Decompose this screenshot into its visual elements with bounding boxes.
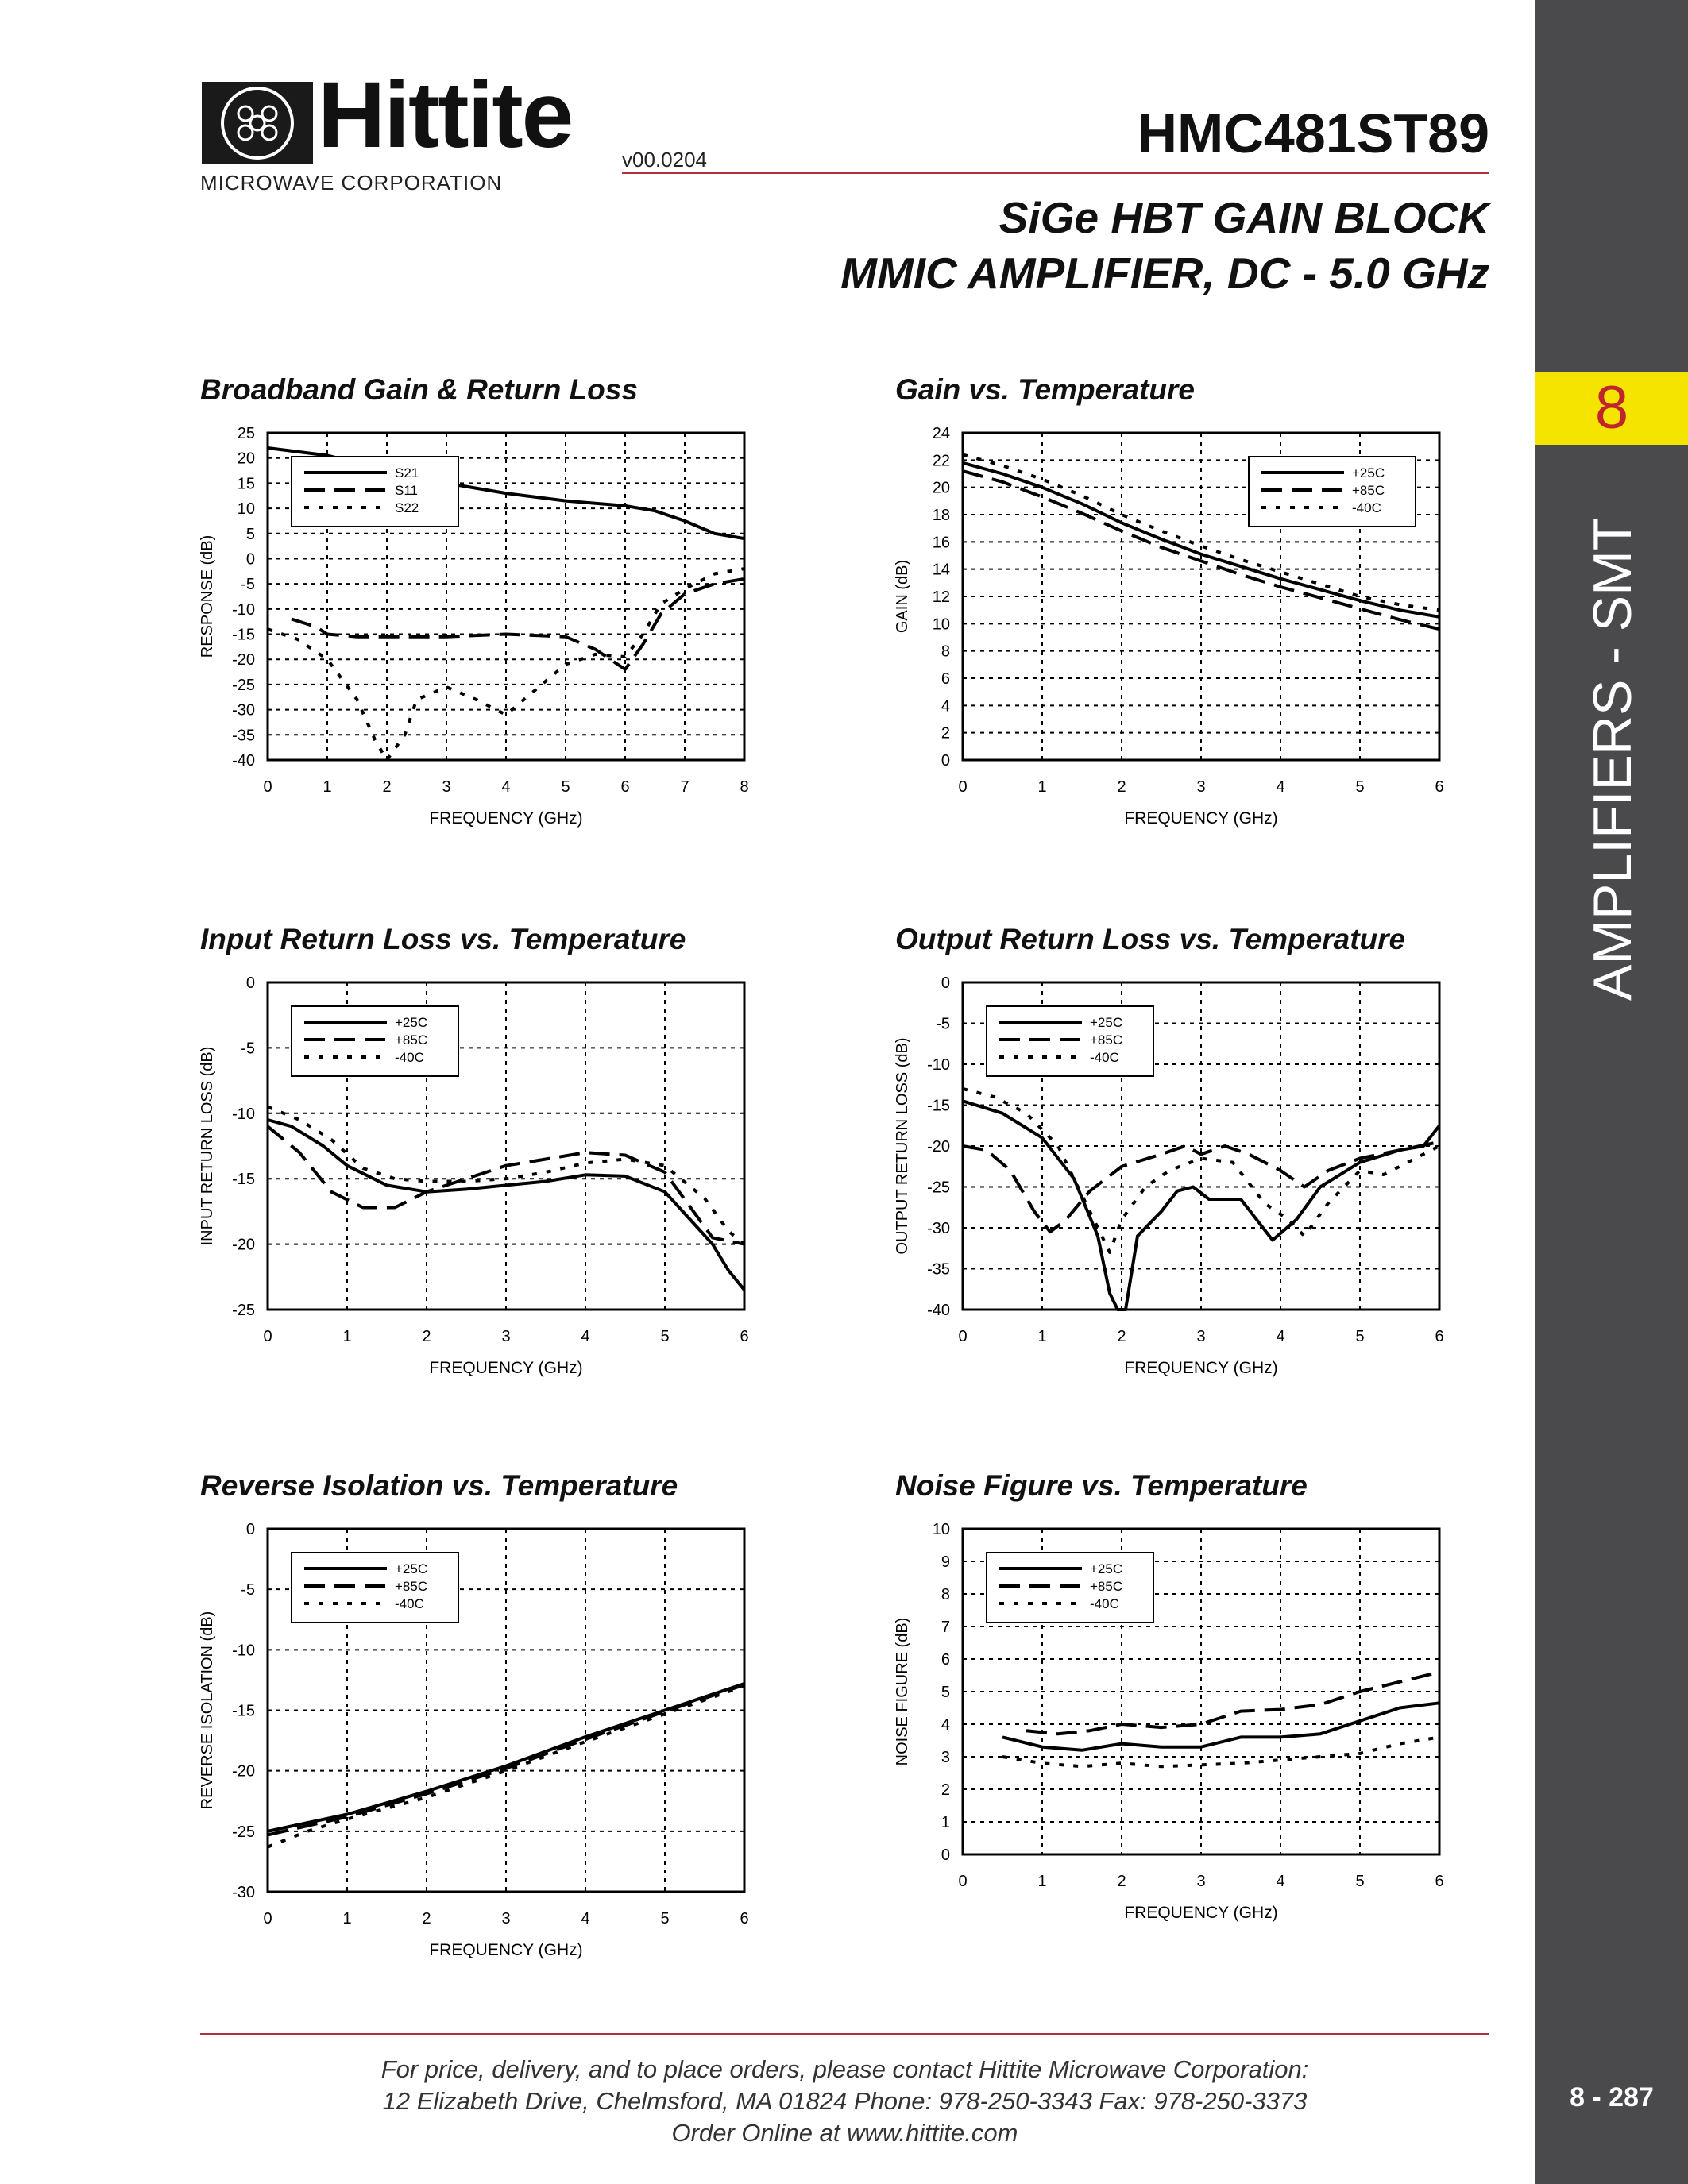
y-tick-label: -40 [232, 752, 255, 770]
y-tick-label: -25 [232, 676, 255, 694]
y-tick-label: 14 [932, 561, 950, 579]
y-tick-label: 10 [237, 500, 255, 519]
y-tick-label: -30 [232, 701, 255, 720]
y-tick-label: 25 [237, 425, 255, 442]
legend-label: -40C [1090, 1050, 1119, 1065]
company-subtitle: MICROWAVE CORPORATION [200, 171, 503, 195]
y-tick-label: 5 [941, 1684, 950, 1701]
y-tick-label: 2 [941, 1781, 950, 1799]
y-tick-label: -10 [232, 600, 255, 619]
x-axis-label: FREQUENCY (GHz) [429, 809, 583, 828]
y-tick-label: -5 [241, 1040, 255, 1058]
y-tick-label: -25 [232, 1823, 255, 1841]
x-tick-label: 7 [680, 778, 689, 796]
y-tick-label: 0 [245, 1521, 255, 1538]
y-tick-label: -10 [927, 1056, 950, 1074]
y-tick-label: 20 [932, 479, 950, 497]
x-tick-label: 3 [1196, 778, 1206, 796]
legend-label: +25C [1090, 1561, 1123, 1576]
y-tick-label: -15 [927, 1097, 950, 1115]
x-tick-label: 5 [660, 1328, 670, 1345]
x-tick-label: 4 [1276, 778, 1285, 796]
x-tick-label: 1 [1037, 1328, 1047, 1345]
x-tick-label: 0 [263, 1910, 272, 1927]
legend-label: +25C [1090, 1015, 1123, 1030]
chart-title-output-rl: Output Return Loss vs. Temperature [895, 923, 1406, 955]
y-tick-label: 10 [932, 615, 950, 634]
section-name: AMPLIFIERS - SMT [1582, 517, 1643, 1001]
x-tick-label: 1 [342, 1910, 352, 1927]
y-tick-label: -20 [232, 1762, 255, 1781]
x-axis-label: FREQUENCY (GHz) [429, 1941, 583, 1959]
y-tick-label: 0 [941, 974, 950, 992]
y-tick-label: 7 [941, 1619, 950, 1636]
x-axis-label: FREQUENCY (GHz) [1124, 1359, 1278, 1377]
page-number: 8 - 287 [1570, 2082, 1654, 2113]
x-tick-label: 6 [1435, 1873, 1444, 1890]
y-tick-label: -10 [232, 1642, 255, 1660]
y-tick-label: -5 [241, 576, 255, 594]
x-tick-label: 8 [740, 778, 749, 796]
x-tick-label: 1 [342, 1328, 352, 1345]
y-tick-label: -30 [232, 1884, 255, 1901]
x-tick-label: 0 [263, 1328, 272, 1345]
y-axis-label: NOISE FIGURE (dB) [894, 1617, 911, 1766]
legend-label: -40C [395, 1596, 424, 1611]
y-tick-label: 8 [941, 642, 950, 661]
x-tick-label: 1 [323, 778, 332, 796]
x-tick-label: 4 [501, 778, 511, 796]
y-tick-label: -20 [232, 651, 255, 669]
y-tick-label: 0 [941, 1846, 950, 1864]
y-tick-label: -15 [232, 1702, 255, 1720]
legend-label: +25C [395, 1015, 428, 1030]
y-tick-label: -5 [241, 1581, 255, 1599]
x-tick-label: 2 [1117, 1328, 1126, 1345]
x-tick-label: 3 [1196, 1328, 1206, 1345]
y-tick-label: 2 [941, 724, 950, 743]
x-tick-label: 3 [501, 1910, 511, 1927]
sidebar [1535, 0, 1688, 2184]
part-number: HMC481ST89 [1137, 102, 1489, 164]
y-tick-label: -5 [936, 1015, 950, 1033]
x-tick-label: 4 [1276, 1873, 1285, 1890]
x-tick-label: 3 [501, 1328, 511, 1345]
company-name: Hittite [318, 63, 573, 168]
subtitle-line-2: MMIC AMPLIFIER, DC - 5.0 GHz [840, 249, 1489, 298]
y-tick-label: -25 [232, 1302, 255, 1319]
x-tick-label: 0 [958, 1873, 968, 1890]
x-tick-label: 6 [1435, 778, 1444, 796]
y-tick-label: 15 [237, 475, 255, 493]
y-tick-label: 6 [941, 670, 950, 688]
y-tick-label: 9 [941, 1553, 950, 1571]
y-tick-label: 4 [941, 697, 950, 716]
x-tick-label: 4 [1276, 1328, 1285, 1345]
x-tick-label: 5 [1355, 1328, 1365, 1345]
legend-label: +85C [1090, 1032, 1123, 1048]
y-tick-label: 12 [932, 588, 950, 606]
x-tick-label: 1 [1037, 1873, 1047, 1890]
y-axis-label: REVERSE ISOLATION (dB) [199, 1611, 216, 1810]
y-axis-label: OUTPUT RETURN LOSS (dB) [894, 1037, 911, 1255]
y-tick-label: 5 [245, 525, 255, 543]
y-axis-label: GAIN (dB) [894, 559, 911, 634]
y-tick-label: 18 [932, 507, 950, 524]
y-tick-label: -10 [232, 1105, 255, 1123]
section-number-tab: 8 [1535, 372, 1688, 445]
x-tick-label: 3 [442, 778, 451, 796]
y-tick-label: 6 [941, 1651, 950, 1669]
y-axis-label: RESPONSE (dB) [199, 534, 216, 658]
x-tick-label: 6 [740, 1328, 749, 1345]
chart-title-reverse-iso: Reverse Isolation vs. Temperature [200, 1469, 678, 1502]
x-tick-label: 1 [1037, 778, 1047, 796]
legend-label: -40C [395, 1050, 424, 1065]
legend-label: +85C [395, 1579, 428, 1594]
chart-title-broadband: Broadband Gain & Return Loss [200, 373, 638, 406]
x-tick-label: 4 [581, 1328, 590, 1345]
y-tick-label: 3 [941, 1749, 950, 1766]
x-tick-label: 2 [1117, 1873, 1126, 1890]
x-axis-label: FREQUENCY (GHz) [429, 1359, 583, 1377]
x-tick-label: 0 [958, 778, 968, 796]
legend-label: S22 [395, 500, 419, 515]
y-tick-label: -30 [927, 1220, 950, 1237]
x-tick-label: 2 [1117, 778, 1126, 796]
y-tick-label: -15 [232, 626, 255, 644]
legend-label: +85C [1090, 1579, 1123, 1594]
y-tick-label: -15 [232, 1171, 255, 1189]
y-tick-label: 20 [237, 450, 255, 468]
y-tick-label: 8 [941, 1586, 950, 1603]
x-tick-label: 4 [581, 1910, 590, 1927]
footer-line-3: Order Online at www.hittite.com [671, 2119, 1018, 2147]
y-tick-label: 4 [941, 1716, 950, 1734]
series-line-25c [1002, 1703, 1439, 1750]
x-axis-label: FREQUENCY (GHz) [1124, 1904, 1278, 1922]
chart-title-noise-figure: Noise Figure vs. Temperature [895, 1469, 1308, 1502]
y-tick-label: 0 [245, 974, 255, 992]
x-tick-label: 5 [660, 1910, 670, 1927]
chart-title-gain-temp: Gain vs. Temperature [895, 373, 1195, 406]
x-tick-label: 2 [422, 1910, 431, 1927]
x-tick-label: 5 [1355, 1873, 1365, 1890]
legend-label: S11 [395, 483, 418, 498]
legend-label: +85C [395, 1032, 428, 1048]
x-tick-label: 2 [382, 778, 392, 796]
y-tick-label: 1 [941, 1814, 950, 1831]
subtitle-line-1: SiGe HBT GAIN BLOCK [999, 193, 1489, 242]
y-tick-label: -35 [232, 727, 255, 745]
legend-label: +25C [395, 1561, 428, 1576]
y-tick-label: 10 [932, 1521, 950, 1538]
legend-label: S21 [395, 465, 419, 480]
y-tick-label: 22 [932, 452, 950, 470]
x-tick-label: 6 [620, 778, 630, 796]
chart-title-input-rl: Input Return Loss vs. Temperature [200, 923, 686, 955]
y-tick-label: -25 [927, 1179, 950, 1197]
x-tick-label: 6 [1435, 1328, 1444, 1345]
footer-line-1: For price, delivery, and to place orders, please contact Hittite Microwave Corporation: [380, 2055, 1309, 2083]
x-tick-label: 0 [958, 1328, 968, 1345]
y-tick-label: 0 [941, 752, 950, 770]
x-tick-label: 5 [561, 778, 570, 796]
footer-line-2: 12 Elizabeth Drive, Chelmsford, MA 01824 Phone: 978-250-3343 Fax: 978-250-3373 [382, 2087, 1308, 2115]
x-tick-label: 2 [422, 1328, 431, 1345]
x-tick-label: 3 [1196, 1873, 1206, 1890]
y-tick-label: -20 [232, 1236, 255, 1254]
x-tick-label: 0 [263, 778, 272, 796]
legend-label: -40C [1090, 1596, 1119, 1611]
x-tick-label: 5 [1355, 778, 1365, 796]
y-tick-label: 16 [932, 534, 950, 552]
legend-label: +25C [1352, 465, 1385, 480]
y-tick-label: 24 [932, 425, 950, 442]
y-tick-label: 0 [245, 550, 255, 569]
version-label: v00.0204 [622, 148, 707, 172]
y-tick-label: -20 [927, 1138, 950, 1156]
x-tick-label: 6 [740, 1910, 749, 1927]
legend-label: -40C [1352, 500, 1381, 515]
footer-rule [200, 2033, 1489, 2035]
y-tick-label: -35 [927, 1260, 950, 1279]
x-axis-label: FREQUENCY (GHz) [1124, 809, 1278, 828]
y-axis-label: INPUT RETURN LOSS (dB) [199, 1046, 216, 1246]
legend-label: +85C [1352, 483, 1385, 498]
y-tick-label: -40 [927, 1302, 950, 1319]
